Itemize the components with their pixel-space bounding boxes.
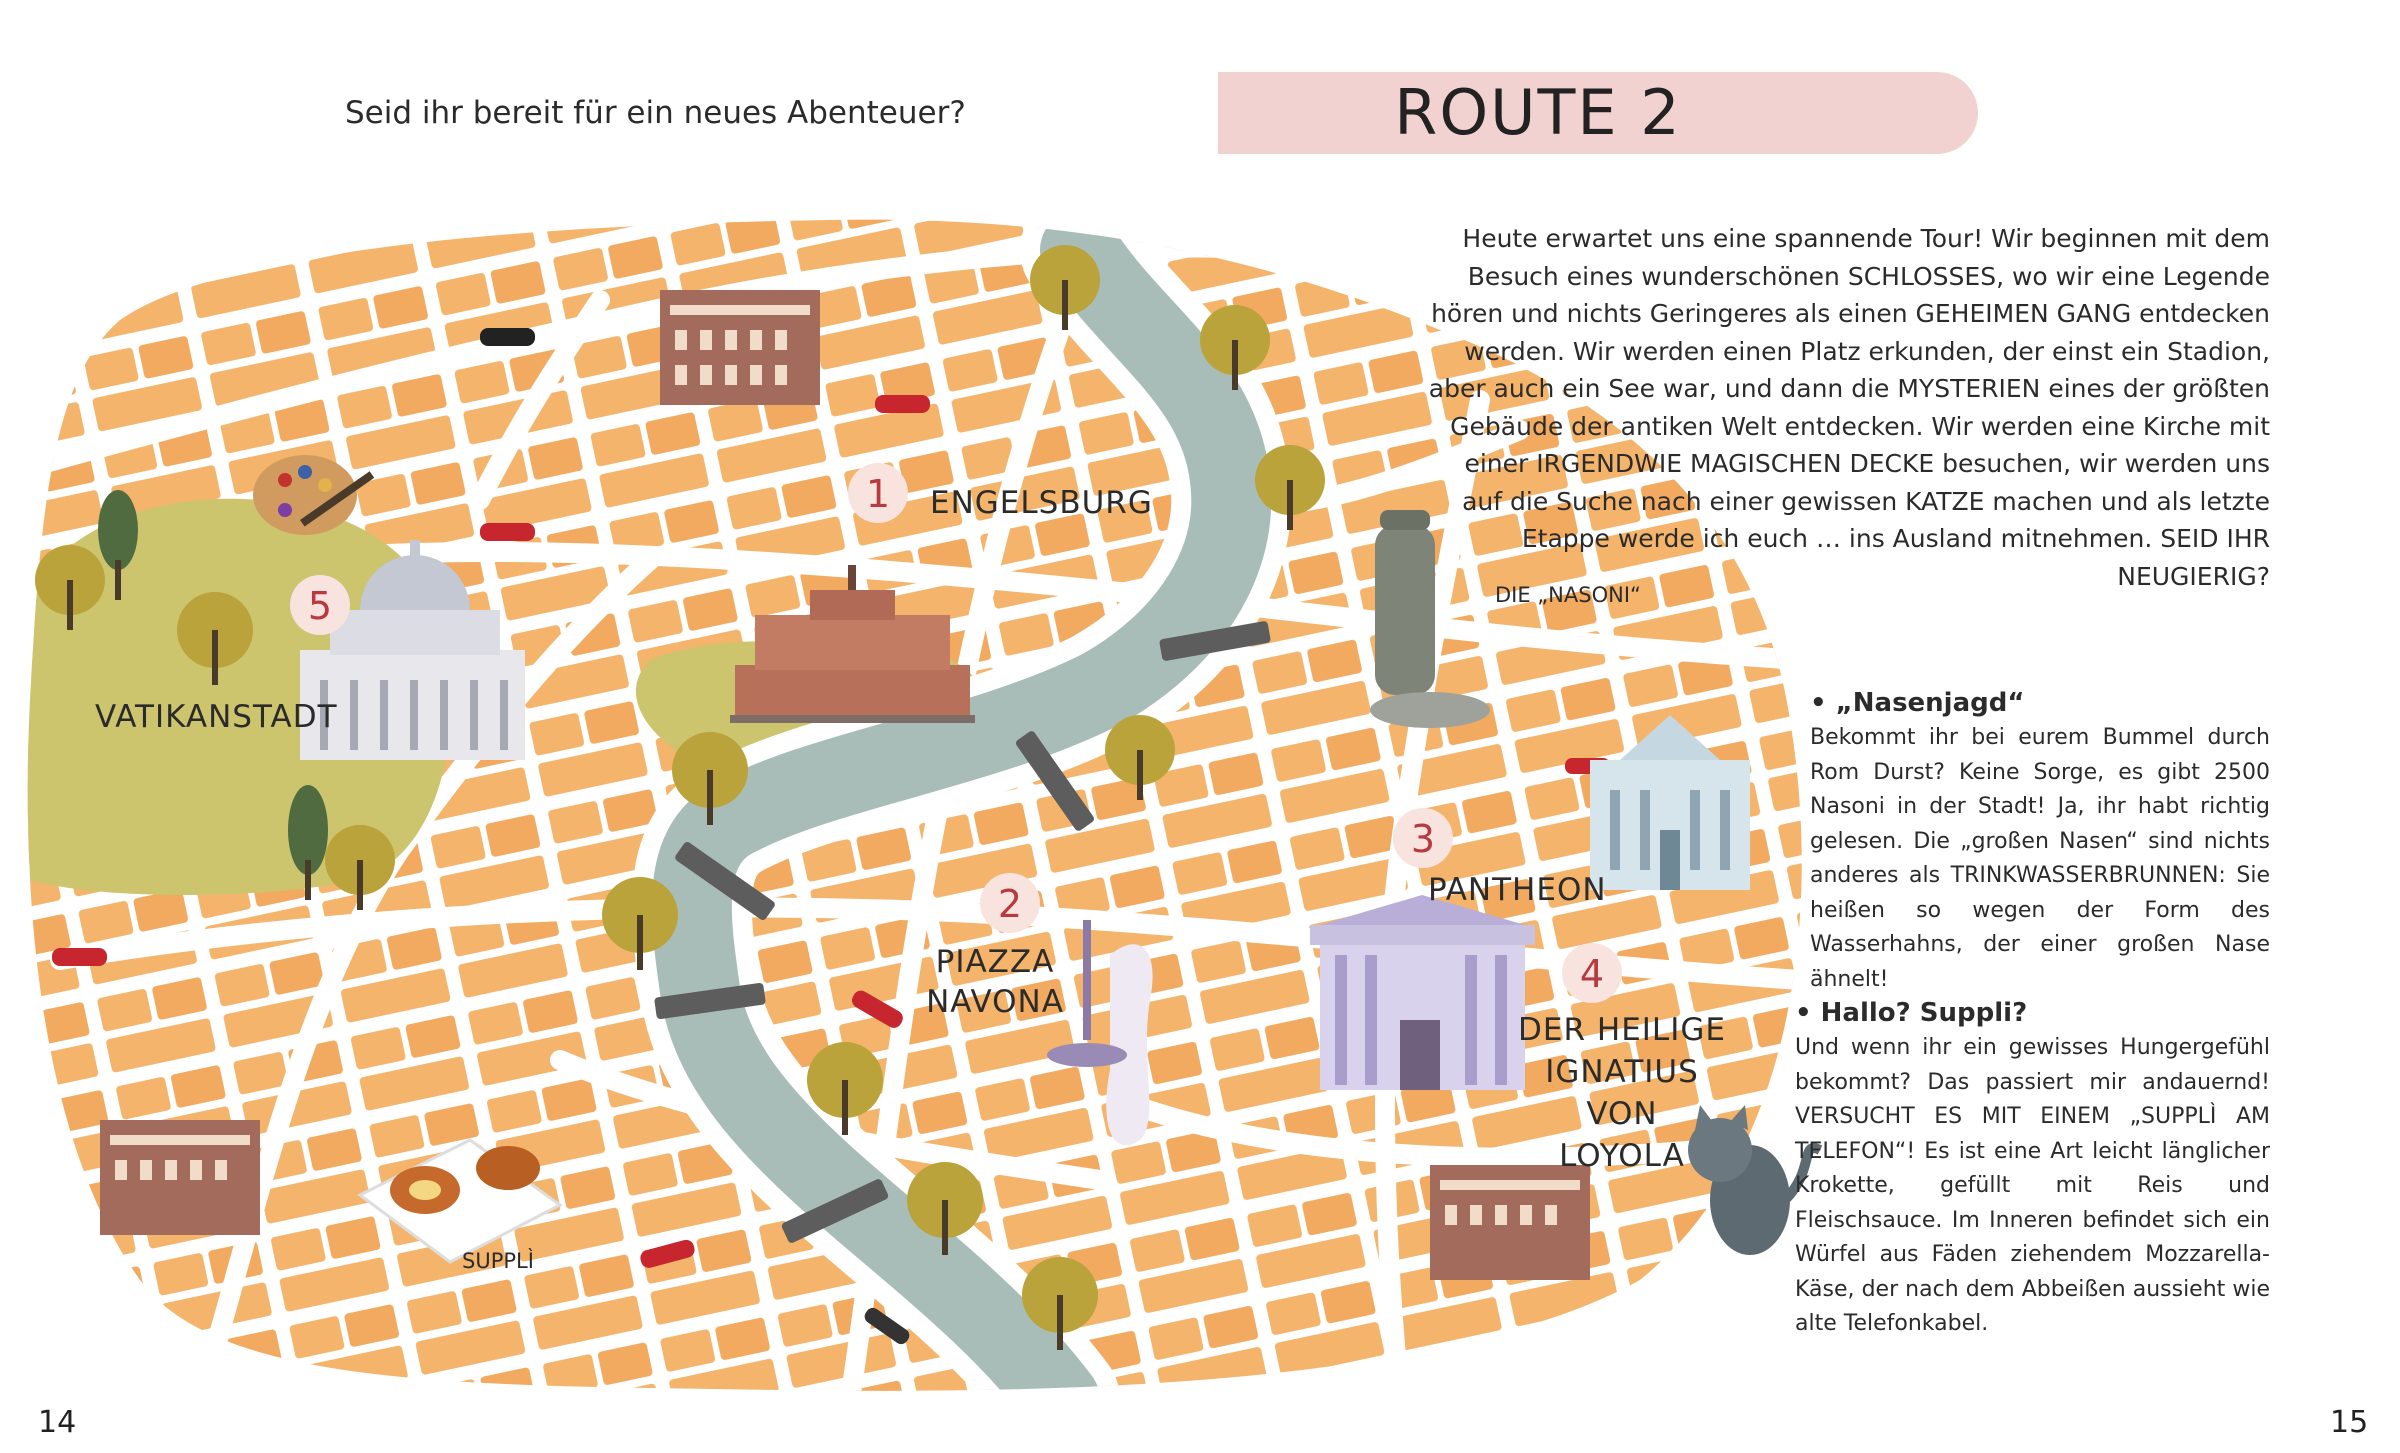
label-vatikanstadt: VATIKANSTADT: [95, 699, 338, 735]
stop-number: 2: [997, 882, 1023, 926]
label-ignatius-line1: DER HEILIGE: [1518, 1012, 1726, 1048]
info-box-title: • „Nasenjagd“: [1810, 688, 2025, 718]
stop-marker-4: [1562, 943, 1622, 1003]
label-piazza-line2: NAVONA: [926, 984, 1064, 1020]
stop-marker-5: [290, 575, 350, 635]
label-engelsburg: ENGELSBURG: [930, 485, 1153, 521]
car-icon: [52, 948, 107, 966]
car-icon: [875, 395, 930, 413]
stop-number: 4: [1579, 952, 1605, 996]
route-title: ROUTE 2: [1394, 76, 1682, 149]
info-box-title: • Hallo? Suppli?: [1795, 998, 2028, 1028]
label-ignatius-line2: IGNATIUS: [1545, 1054, 1699, 1090]
label-ignatius-line3: VON: [1586, 1096, 1658, 1132]
label-nasoni: DIE „NASONI“: [1495, 583, 1641, 607]
stop-marker-3: [1393, 808, 1453, 868]
label-piazza-line1: PIAZZA: [935, 944, 1055, 980]
info-box-text: Bekommt ihr bei eurem Bummel durch Rom Durst? Keine Sorge, es gibt 2500 Nasoni in der Stadt! Ja, ihr habt richtig gelesen. Die „großen Nasen“ sind nichts anderes als TRINKWASSERBRUNNEN: Sie heißen so wegen der Form des Wasserhahns, der einer großen Nase ähnelt!: [1810, 725, 2270, 992]
info-box-suppli: [1795, 995, 2270, 1342]
stop-number: 1: [865, 472, 891, 516]
stop-number: 3: [1410, 817, 1436, 861]
building-icon: [1430, 1165, 1590, 1280]
page-number-right: 15: [2330, 1405, 2369, 1440]
info-box-text: Und wenn ihr ein gewisses Hungergefühl bekommt? Das passiert mir andauernd! VERSUCHT ES MIT EINEM „SUPPLÌ AM TELEFON“! Es ist eine Art leicht länglicher Krokette, gefüllt mit Reis und Fleischsauce. Im Inneren befindet sich ein Würfel aus Fäden ziehendem Mozzarella-Käse, der nach dem Abbeißen aussieht wie alte Telefonkabel.: [1795, 1035, 2270, 1336]
stop-marker-2: [980, 873, 1040, 933]
intro-paragraph: Heute erwartet uns eine spannende Tour! Wir beginnen mit dem Besuch eines wunderschönen SCHLOSSES, wo wir eine Legende hören und nichts Geringeres als einen GEHEIMEN GANG entdecken werden. Wir werden einen Platz erkunden, der einst ein Stadion, aber auch ein See war, und dann die MYSTERIEN eines der größten Gebäude der antiken Welt entdecken. Wir werden eine Kirche mit einer IRGENDWIE MAGISCHEN DECKE besuchen, wir werden uns auf die Suche nach einer gewissen KATZE machen und als letzte Etappe werde ich euch … ins Ausland mitnehmen. SEID IHR NEUGIERIG?: [1428, 224, 2270, 591]
label-pantheon: PANTHEON: [1428, 872, 1607, 908]
page-number-left: 14: [38, 1405, 77, 1440]
car-icon: [480, 328, 535, 346]
stop-marker-1: [848, 463, 908, 523]
pantheon-icon: [1310, 895, 1535, 1090]
building-icon: [660, 290, 820, 405]
intro-question: Seid ihr bereit für ein neues Abenteuer?: [345, 95, 966, 131]
info-box-nasenjagd: [1810, 685, 2270, 997]
stop-number: 5: [307, 584, 333, 628]
car-icon: [480, 523, 535, 541]
label-ignatius-line4: LOYOLA: [1559, 1138, 1685, 1174]
building-icon: [100, 1120, 260, 1235]
label-suppli: SUPPLÌ: [462, 1249, 534, 1273]
